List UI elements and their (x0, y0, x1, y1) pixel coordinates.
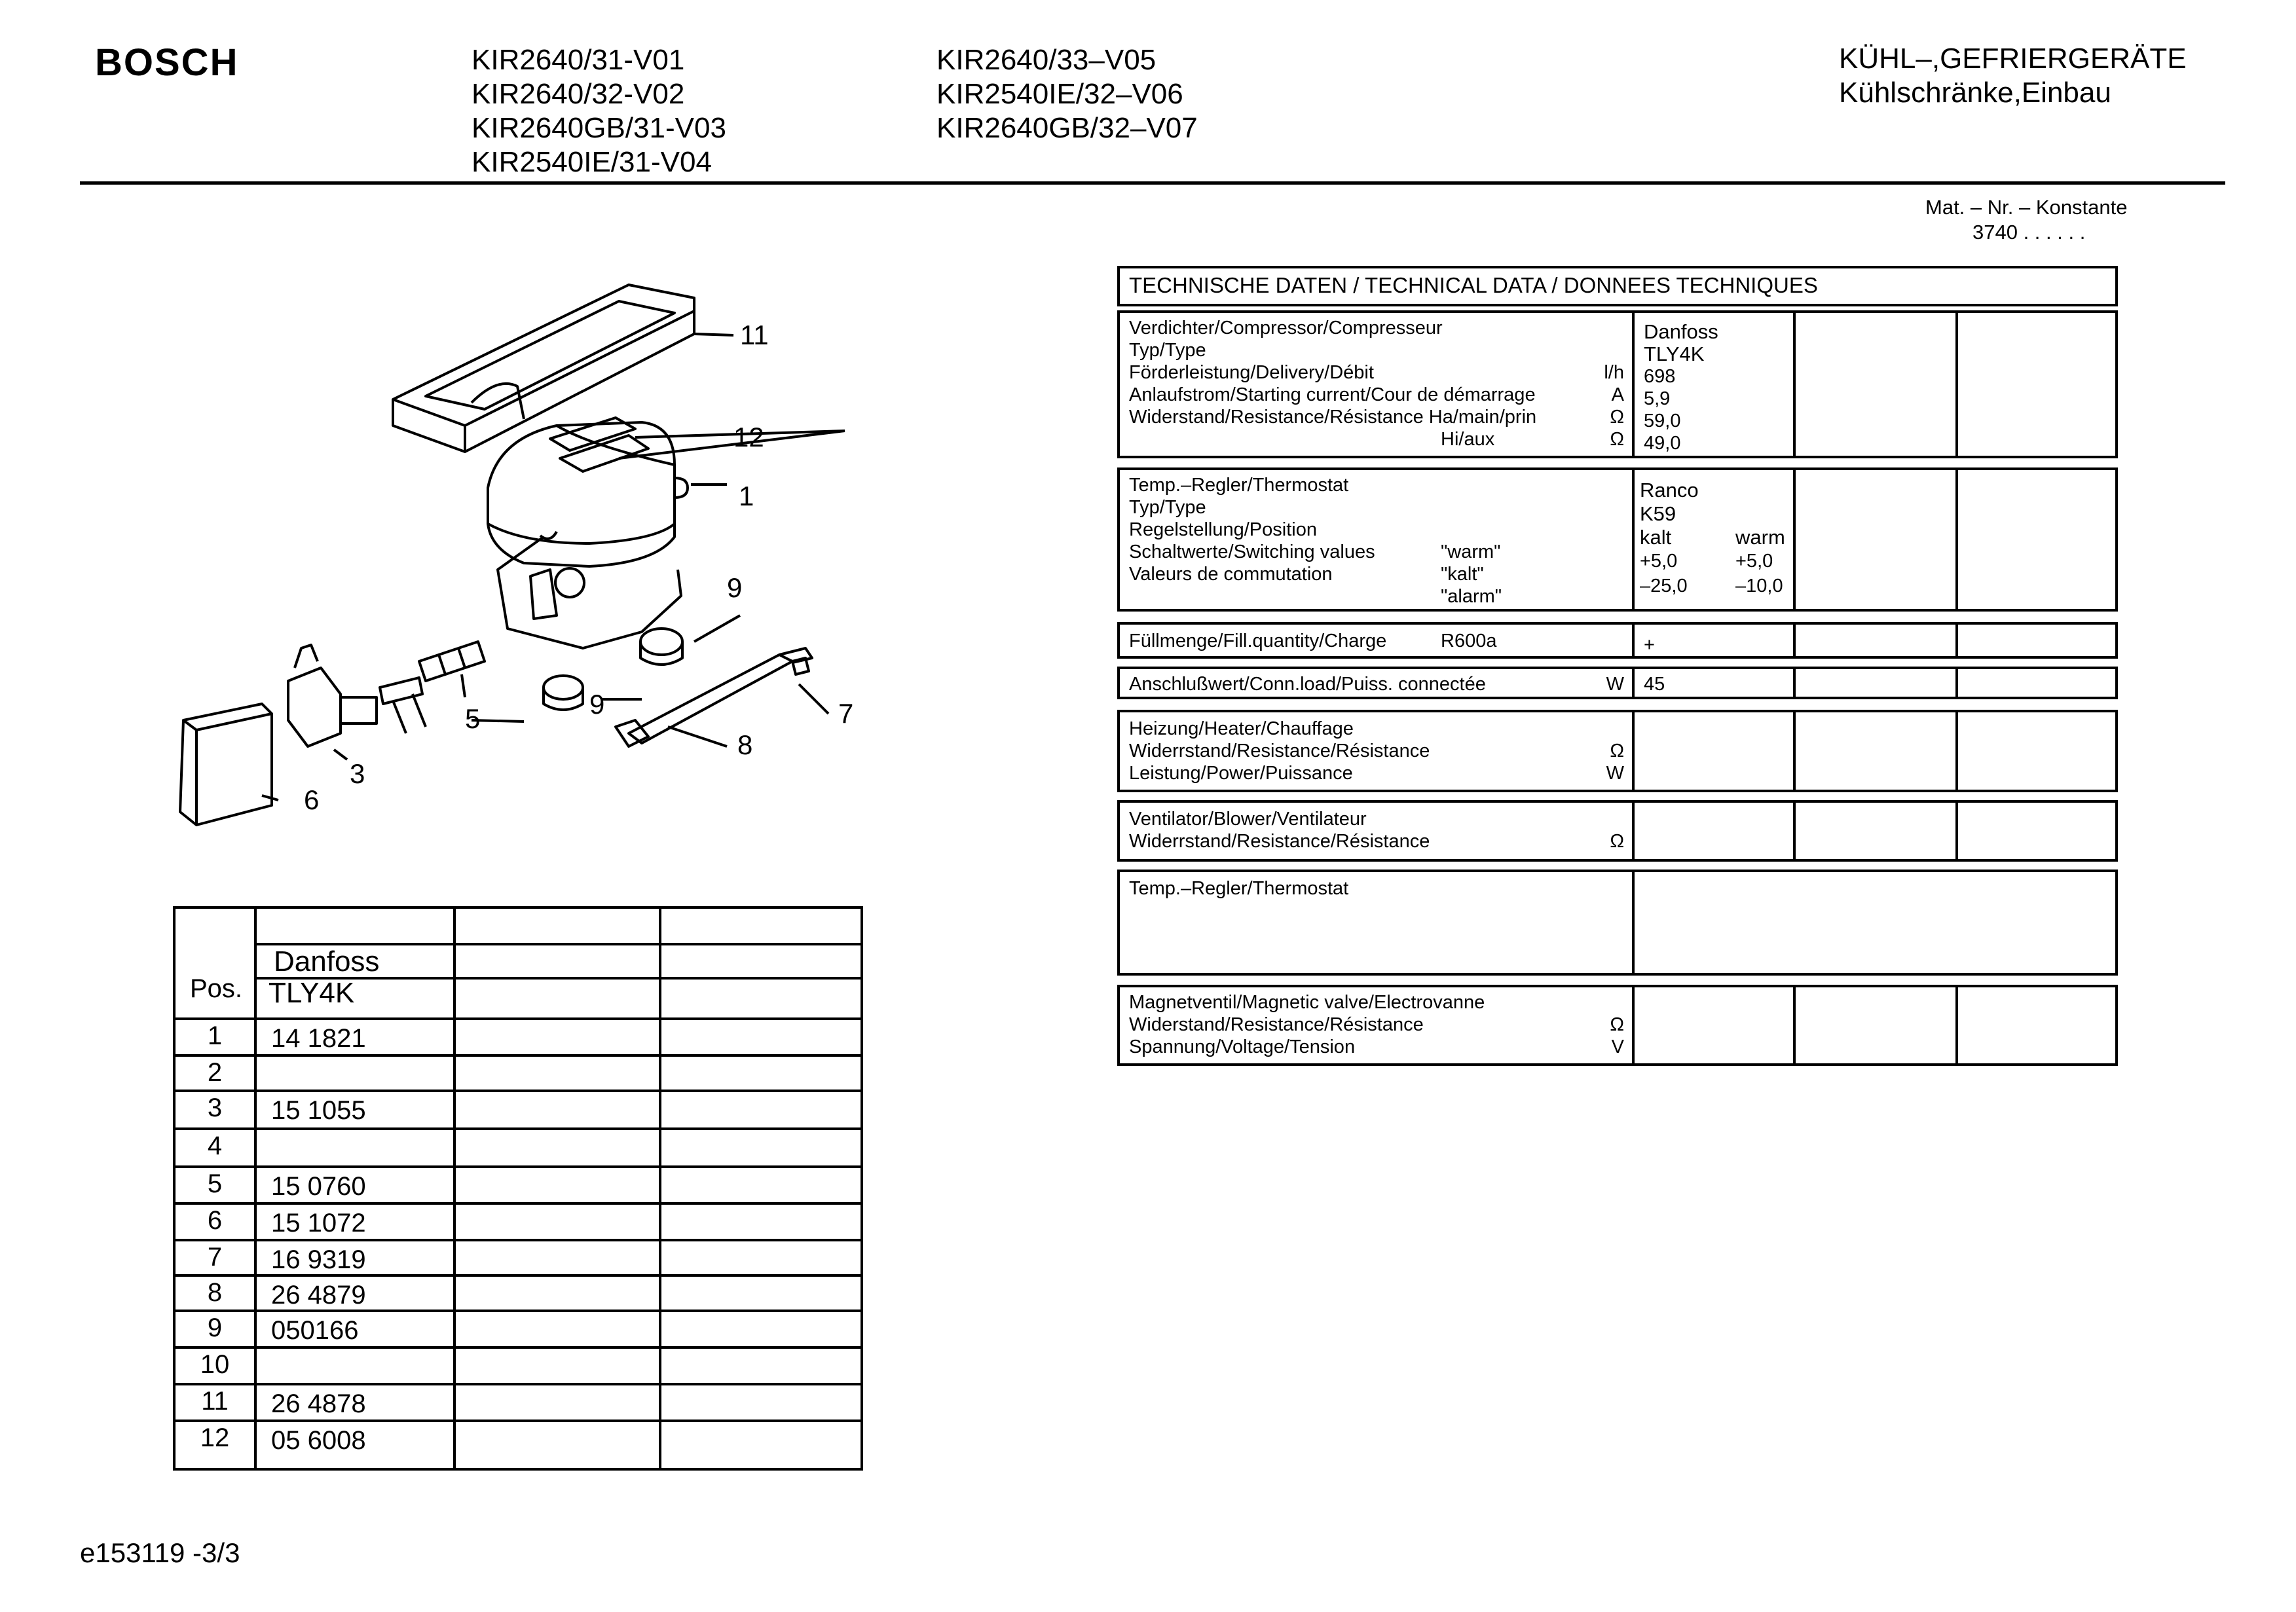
callout-1: 1 (739, 481, 754, 511)
model-line: KIR2640/31-V01 (472, 44, 685, 76)
divider (1955, 987, 1958, 1063)
value: +5,0 (1735, 551, 1773, 572)
switch-label: "alarm" (1441, 586, 1502, 607)
pos-header: Pos. (190, 974, 243, 1003)
divider (1632, 470, 1635, 609)
divider (1632, 987, 1635, 1063)
label: Widerrstand/Resistance/Résistance (1129, 741, 1430, 761)
model-line: KIR2640/33–V05 (936, 44, 1157, 76)
divider (1793, 313, 1796, 456)
tech-title: TECHNISCHE DATEN / TECHNICAL DATA / DONNEES TECHNIQUES (1129, 273, 1818, 297)
exploded-parts-diagram (131, 262, 917, 851)
pos-cell: 5 (207, 1169, 223, 1198)
model-line: KIR2540IE/31-V04 (472, 146, 712, 178)
value: 49,0 (1644, 433, 1681, 454)
model-line: KIR2640GB/31-V03 (472, 112, 726, 144)
model-list-2 (936, 43, 1198, 145)
table-row (176, 1310, 861, 1312)
unit: W (1606, 763, 1624, 784)
category (1839, 42, 2187, 110)
divider (1793, 987, 1796, 1063)
value: + (1644, 634, 1655, 655)
callout-9-upper: 9 (727, 572, 743, 603)
pos-cell: 11 (201, 1387, 229, 1416)
pos-cell: 9 (207, 1313, 223, 1342)
label: Schaltwerte/Switching values (1129, 541, 1375, 562)
callout-9-lower: 9 (589, 689, 605, 720)
label: Regelstellung/Position (1129, 519, 1317, 540)
value: +5,0 (1640, 551, 1678, 572)
mat-constant (1925, 195, 2127, 245)
doc-code: e153119 -3/3 (80, 1537, 240, 1568)
label: Temp.–Regler/Thermostat (1129, 878, 1349, 899)
table-row (176, 1202, 861, 1205)
divider (1955, 669, 1958, 697)
value: 5,9 (1644, 388, 1671, 409)
part-number-cell: 26 4879 (271, 1281, 366, 1310)
value: kalt (1640, 526, 1672, 549)
divider (1955, 470, 1958, 609)
label: Temp.–Regler/Thermostat (1129, 475, 1349, 496)
label: Typ/Type (1129, 340, 1206, 361)
divider (1955, 625, 1958, 656)
label: Spannung/Voltage/Tension (1129, 1036, 1356, 1057)
conn-load-section (1117, 667, 2118, 699)
mat-label: Mat. – Nr. – Konstante (1925, 196, 2128, 219)
label: Magnetventil/Magnetic valve/Electrovanne (1129, 992, 1485, 1013)
pos-cell: 4 (207, 1131, 223, 1160)
callout-5: 5 (465, 703, 481, 734)
value: –25,0 (1640, 576, 1688, 596)
callout-11: 11 (740, 320, 769, 350)
heater-section (1117, 710, 2118, 792)
divider (1793, 669, 1796, 697)
table-row (176, 1017, 861, 1020)
table-row (176, 1420, 861, 1422)
fill-section (1117, 622, 2118, 659)
callout-6: 6 (304, 784, 320, 815)
label: Typ/Type (1129, 497, 1206, 518)
value: –10,0 (1735, 576, 1783, 596)
value: K59 (1640, 502, 1676, 525)
divider (1793, 470, 1796, 609)
divider (1955, 313, 1958, 456)
label: Hi/aux (1441, 429, 1495, 450)
pos-cell: 7 (207, 1243, 223, 1272)
unit: l/h (1604, 362, 1624, 383)
divider (1632, 625, 1635, 656)
unit: A (1611, 384, 1624, 405)
part-number-cell: 15 0760 (271, 1172, 366, 1201)
value: 45 (1644, 674, 1665, 695)
thermostat2-section (1117, 870, 2118, 976)
label: Leistung/Power/Puissance (1129, 763, 1353, 784)
bracket-part (616, 648, 812, 746)
label: Widerstand/Resistance/Résistance (1129, 1014, 1424, 1035)
pos-cell: 2 (207, 1058, 223, 1087)
grommet-part (640, 629, 682, 665)
part-number-cell: 15 1072 (271, 1209, 366, 1237)
table-row (176, 1239, 861, 1241)
model-line: KIR2540IE/32–V06 (936, 78, 1183, 110)
parts-table (173, 906, 863, 1471)
small-clip-part (792, 658, 809, 674)
divider (1793, 625, 1796, 656)
divider (1632, 712, 1635, 790)
callout-12: 12 (733, 422, 764, 452)
switch-label: "kalt" (1441, 564, 1484, 585)
table-row (176, 1274, 861, 1277)
pos-cell: 8 (207, 1278, 223, 1307)
valve-section (1117, 985, 2118, 1066)
drip-tray-part (393, 285, 694, 452)
model-line: KIR2640/32-V02 (472, 78, 685, 110)
part-number-cell: 16 9319 (271, 1245, 366, 1274)
brand-logo: BOSCH (95, 41, 239, 84)
value: warm (1735, 526, 1785, 549)
table-row (176, 1165, 861, 1168)
value: Danfoss (1644, 320, 1718, 343)
pos-cell: 6 (207, 1206, 223, 1235)
unit: Ω (1610, 831, 1624, 852)
divider (1632, 803, 1635, 859)
pos-cell: 10 (200, 1350, 230, 1379)
tech-title-box (1117, 266, 2118, 306)
thermostat-section (1117, 467, 2118, 612)
leader-lines (262, 334, 845, 800)
unit: Ω (1610, 429, 1624, 450)
divider (1793, 803, 1796, 859)
label: Förderleistung/Delivery/Débit (1129, 362, 1374, 383)
callout-8: 8 (737, 729, 753, 760)
unit: W (1606, 674, 1624, 695)
unit: Ω (1610, 1014, 1624, 1035)
part-number-cell: 05 6008 (271, 1426, 366, 1455)
label: Widerrstand/Resistance/Résistance (1129, 831, 1430, 852)
value: 698 (1644, 366, 1676, 387)
compressor-section (1117, 310, 2118, 458)
label: Ventilator/Blower/Ventilateur (1129, 809, 1367, 830)
value: TLY4K (1644, 342, 1705, 365)
label: Anlaufstrom/Starting current/Cour de démarrage (1129, 384, 1536, 405)
blower-section (1117, 800, 2118, 862)
value: 59,0 (1644, 411, 1681, 431)
relay-part (288, 645, 377, 746)
model-line: KIR2640GB/32–V07 (936, 112, 1198, 144)
unit: V (1611, 1036, 1624, 1057)
mat-value: 3740 . . . . . . (1972, 221, 2086, 244)
divider (1955, 803, 1958, 859)
label: Valeurs de commutation (1129, 564, 1333, 585)
relay-cover-part (180, 704, 272, 825)
parts-model: TLY4K (268, 977, 355, 1009)
divider (1632, 669, 1635, 697)
pos-cell: 1 (207, 1021, 223, 1050)
part-number-cell: 15 1055 (271, 1096, 366, 1125)
part-number-cell: 26 4878 (271, 1389, 366, 1418)
divider (1955, 712, 1958, 790)
unit: Ω (1610, 407, 1624, 428)
unit: Ω (1610, 741, 1624, 761)
label: Verdichter/Compressor/Compresseur (1129, 318, 1443, 339)
value: Ranco (1640, 479, 1699, 502)
table-row (176, 1346, 861, 1349)
grommet-part (544, 676, 583, 710)
divider (1632, 313, 1635, 456)
divider (1632, 872, 1635, 973)
callout-3: 3 (350, 758, 365, 789)
parts-brand: Danfoss (274, 945, 380, 978)
switch-label: "warm" (1441, 541, 1501, 562)
category-line-1: KÜHL–,GEFRIERGERÄTE (1839, 43, 2187, 75)
table-row (176, 1383, 861, 1385)
label: Anschlußwert/Conn.load/Puiss. connectée (1129, 674, 1486, 695)
pos-cell: 12 (200, 1423, 230, 1452)
table-row (176, 1054, 861, 1057)
label: Widerstand/Resistance/Résistance Ha/main/prin (1129, 407, 1537, 428)
table-row (176, 1090, 861, 1092)
label: Füllmenge/Fill.quantity/Charge (1129, 631, 1387, 651)
callout-7: 7 (838, 698, 854, 729)
header-rule (80, 181, 2225, 185)
table-row (176, 1127, 861, 1130)
pos-cell: 3 (207, 1093, 223, 1122)
divider (1793, 712, 1796, 790)
refrigerant: R600a (1441, 631, 1497, 651)
part-number-cell: 050166 (271, 1316, 359, 1345)
part-number-cell: 14 1821 (271, 1024, 366, 1053)
model-list-1 (472, 43, 726, 179)
label: Heizung/Heater/Chauffage (1129, 718, 1354, 739)
category-line-2: Kühlschränke,Einbau (1839, 77, 2111, 109)
